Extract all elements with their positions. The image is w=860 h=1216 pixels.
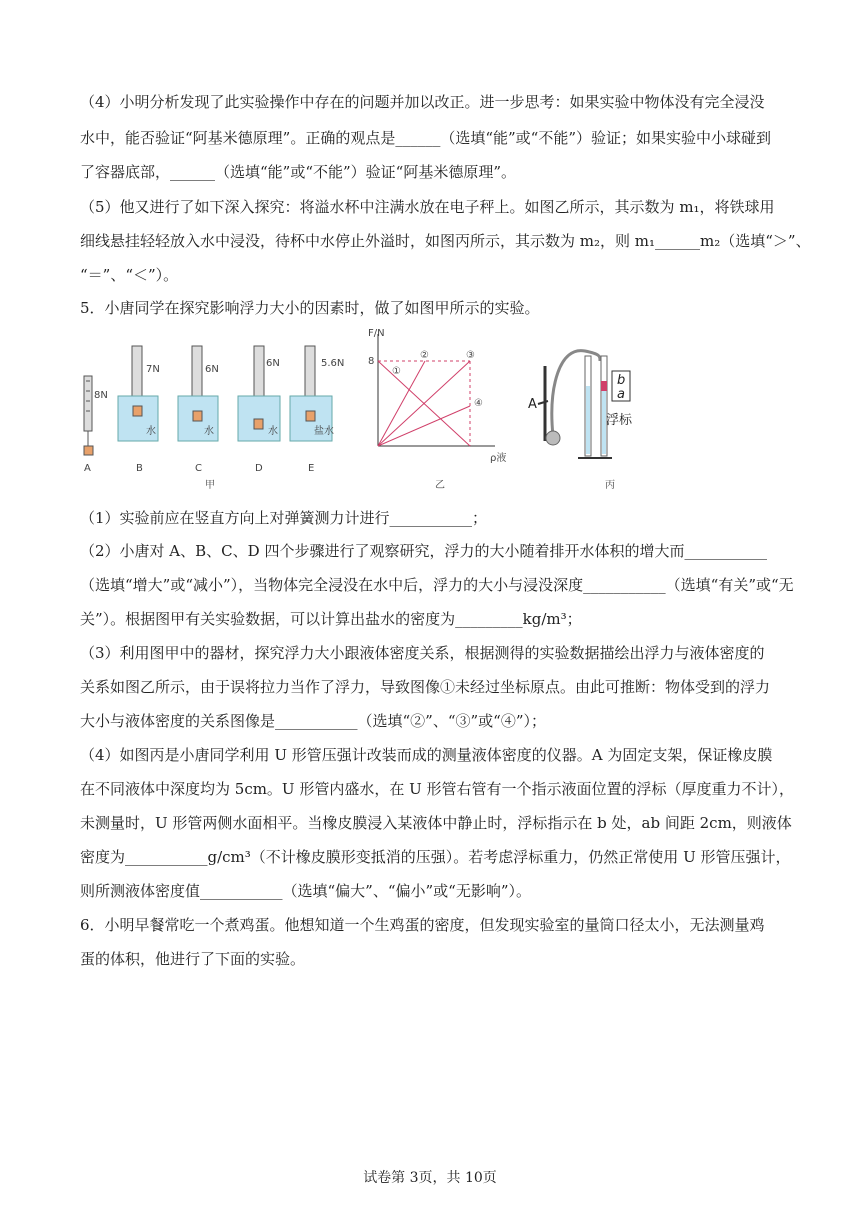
liquid-e: 盐水 [314,426,334,437]
mark-a: a [617,387,625,402]
curve-3: ③ [466,350,475,361]
liquid-b: 水 [146,426,156,437]
caption-jia: 甲 [205,480,215,491]
text-line: 关系如图乙所示，由于误将拉力当作了浮力，导致图像①未经过坐标原点。由此可推断：物体受到的浮力 [80,678,771,696]
text-line: （4）如图丙是小唐同学利用 U 形管压强计改装而成的测量液体密度的仪器。A 为固定支架，保证橡皮膜 [80,746,773,764]
curve-2: ② [420,350,429,361]
curve-4: ④ [474,398,483,409]
step-label-b: B [136,463,143,474]
step-label-e: E [308,463,315,474]
text-line: （选填“增大”或“减小”），当物体完全浸没在水中后，浮力的大小与浸没深度___________（选填“有关”或“无 [80,576,794,594]
step-e [290,346,344,474]
liquid-c: 水 [204,426,214,437]
step-d [238,346,280,474]
text-line: （1）实验前应在竖直方向上对弹簧测力计进行___________； [80,509,488,527]
text-line: （5）他又进行了如下深入探究：将溢水杯中注满水放在电子秤上。如图乙所示，其示数为 m₁，将铁球用 [80,198,775,216]
figure-experiment [0,326,860,506]
mark-b: b [617,373,626,388]
text-line: 在不同液体中深度均为 5cm。U 形管内盛水，在 U 形管右管有一个指示液面位置的浮标（厚度重力不计）， [80,780,795,798]
x-axis-label: ρ液 [490,453,507,464]
text-line: （4）小明分析发现了此实验操作中存在的问题并加以改正。进一步思考：如果实验中物体没有完全浸没 [80,93,765,111]
text-line: 密度为___________g/cm³（不计橡皮膜形变抵消的压强）。若考虑浮标重力，仍然正常使用 U 形管压强计， [80,848,791,866]
caption-bing: 丙 [605,480,615,491]
text-line: 5．小唐同学在探究影响浮力大小的因素时，做了如图甲所示的实验。 [80,299,540,317]
text-line: 关”）。根据图甲有关实验数据，可以计算出盐水的密度为_________kg/m³； [80,610,582,628]
step-label-d: D [255,463,263,474]
reading-b: 7N [146,364,160,375]
reading-d: 6N [266,358,280,369]
step-b [118,346,160,474]
text-line: 6．小明早餐常吃一个煮鸡蛋。他想知道一个生鸡蛋的密度，但发现实验室的量筒口径太小，无法测量鸡 [80,916,765,934]
reading-a: 8N [94,390,108,401]
step-label-c: C [195,463,202,474]
text-line: 了容器底部，______（选填“能”或“不能”）验证“阿基米德原理”。 [80,163,517,181]
text-line: 则所测液体密度值___________（选填“偏大”、“偏小”或“无影响”）。 [80,882,532,900]
step-label-a: A [84,463,91,474]
y-axis-label: F/N [368,328,385,339]
text-line: 水中，能否验证“阿基米德原理”。正确的观点是______（选填“能”或“不能”）验证；如果实验中小球碰到 [80,129,772,147]
text-line: 细线悬挂轻轻放入水中浸没，待杯中水停止外溢时，如图丙所示，其示数为 m₂，则 m₁______m₂（选填“＞”、 [80,232,811,250]
step-a [84,376,108,474]
caption-yi: 乙 [435,480,445,491]
text-line: （2）小唐对 A、B、C、D 四个步骤进行了观察研究，浮力的大小随着排开水体积的增大而___________ [80,542,767,560]
liquid-d: 水 [268,426,278,437]
figure-bing [528,351,633,491]
figure-jia [84,346,344,491]
float-label: 浮标 [606,413,633,428]
reading-c: 6N [205,364,219,375]
reading-e: 5.6N [321,358,345,369]
y-mark: 8 [368,356,375,367]
text-line: 未测量时，U 形管两侧水面相平。当橡皮膜浸入某液体中静止时，浮标指示在 b 处，ab 间距 2cm，则液体 [80,814,792,832]
text-line: “＝”、“＜”）。 [80,266,179,284]
support-label: A [528,397,537,412]
page-footer: 试卷第 3页，共 10页 [363,1170,497,1186]
step-c [178,346,219,474]
text-line: 蛋的体积，他进行了下面的实验。 [80,950,306,968]
curve-1: ① [392,366,401,377]
figure-yi [368,328,506,491]
text-line: （3）利用图甲中的器材，探究浮力大小跟液体密度关系，根据测得的实验数据描绘出浮力与液体密度的 [80,644,765,662]
text-line: 大小与液体密度的关系图像是___________（选填“②”、“③”或“④”）； [80,712,547,730]
